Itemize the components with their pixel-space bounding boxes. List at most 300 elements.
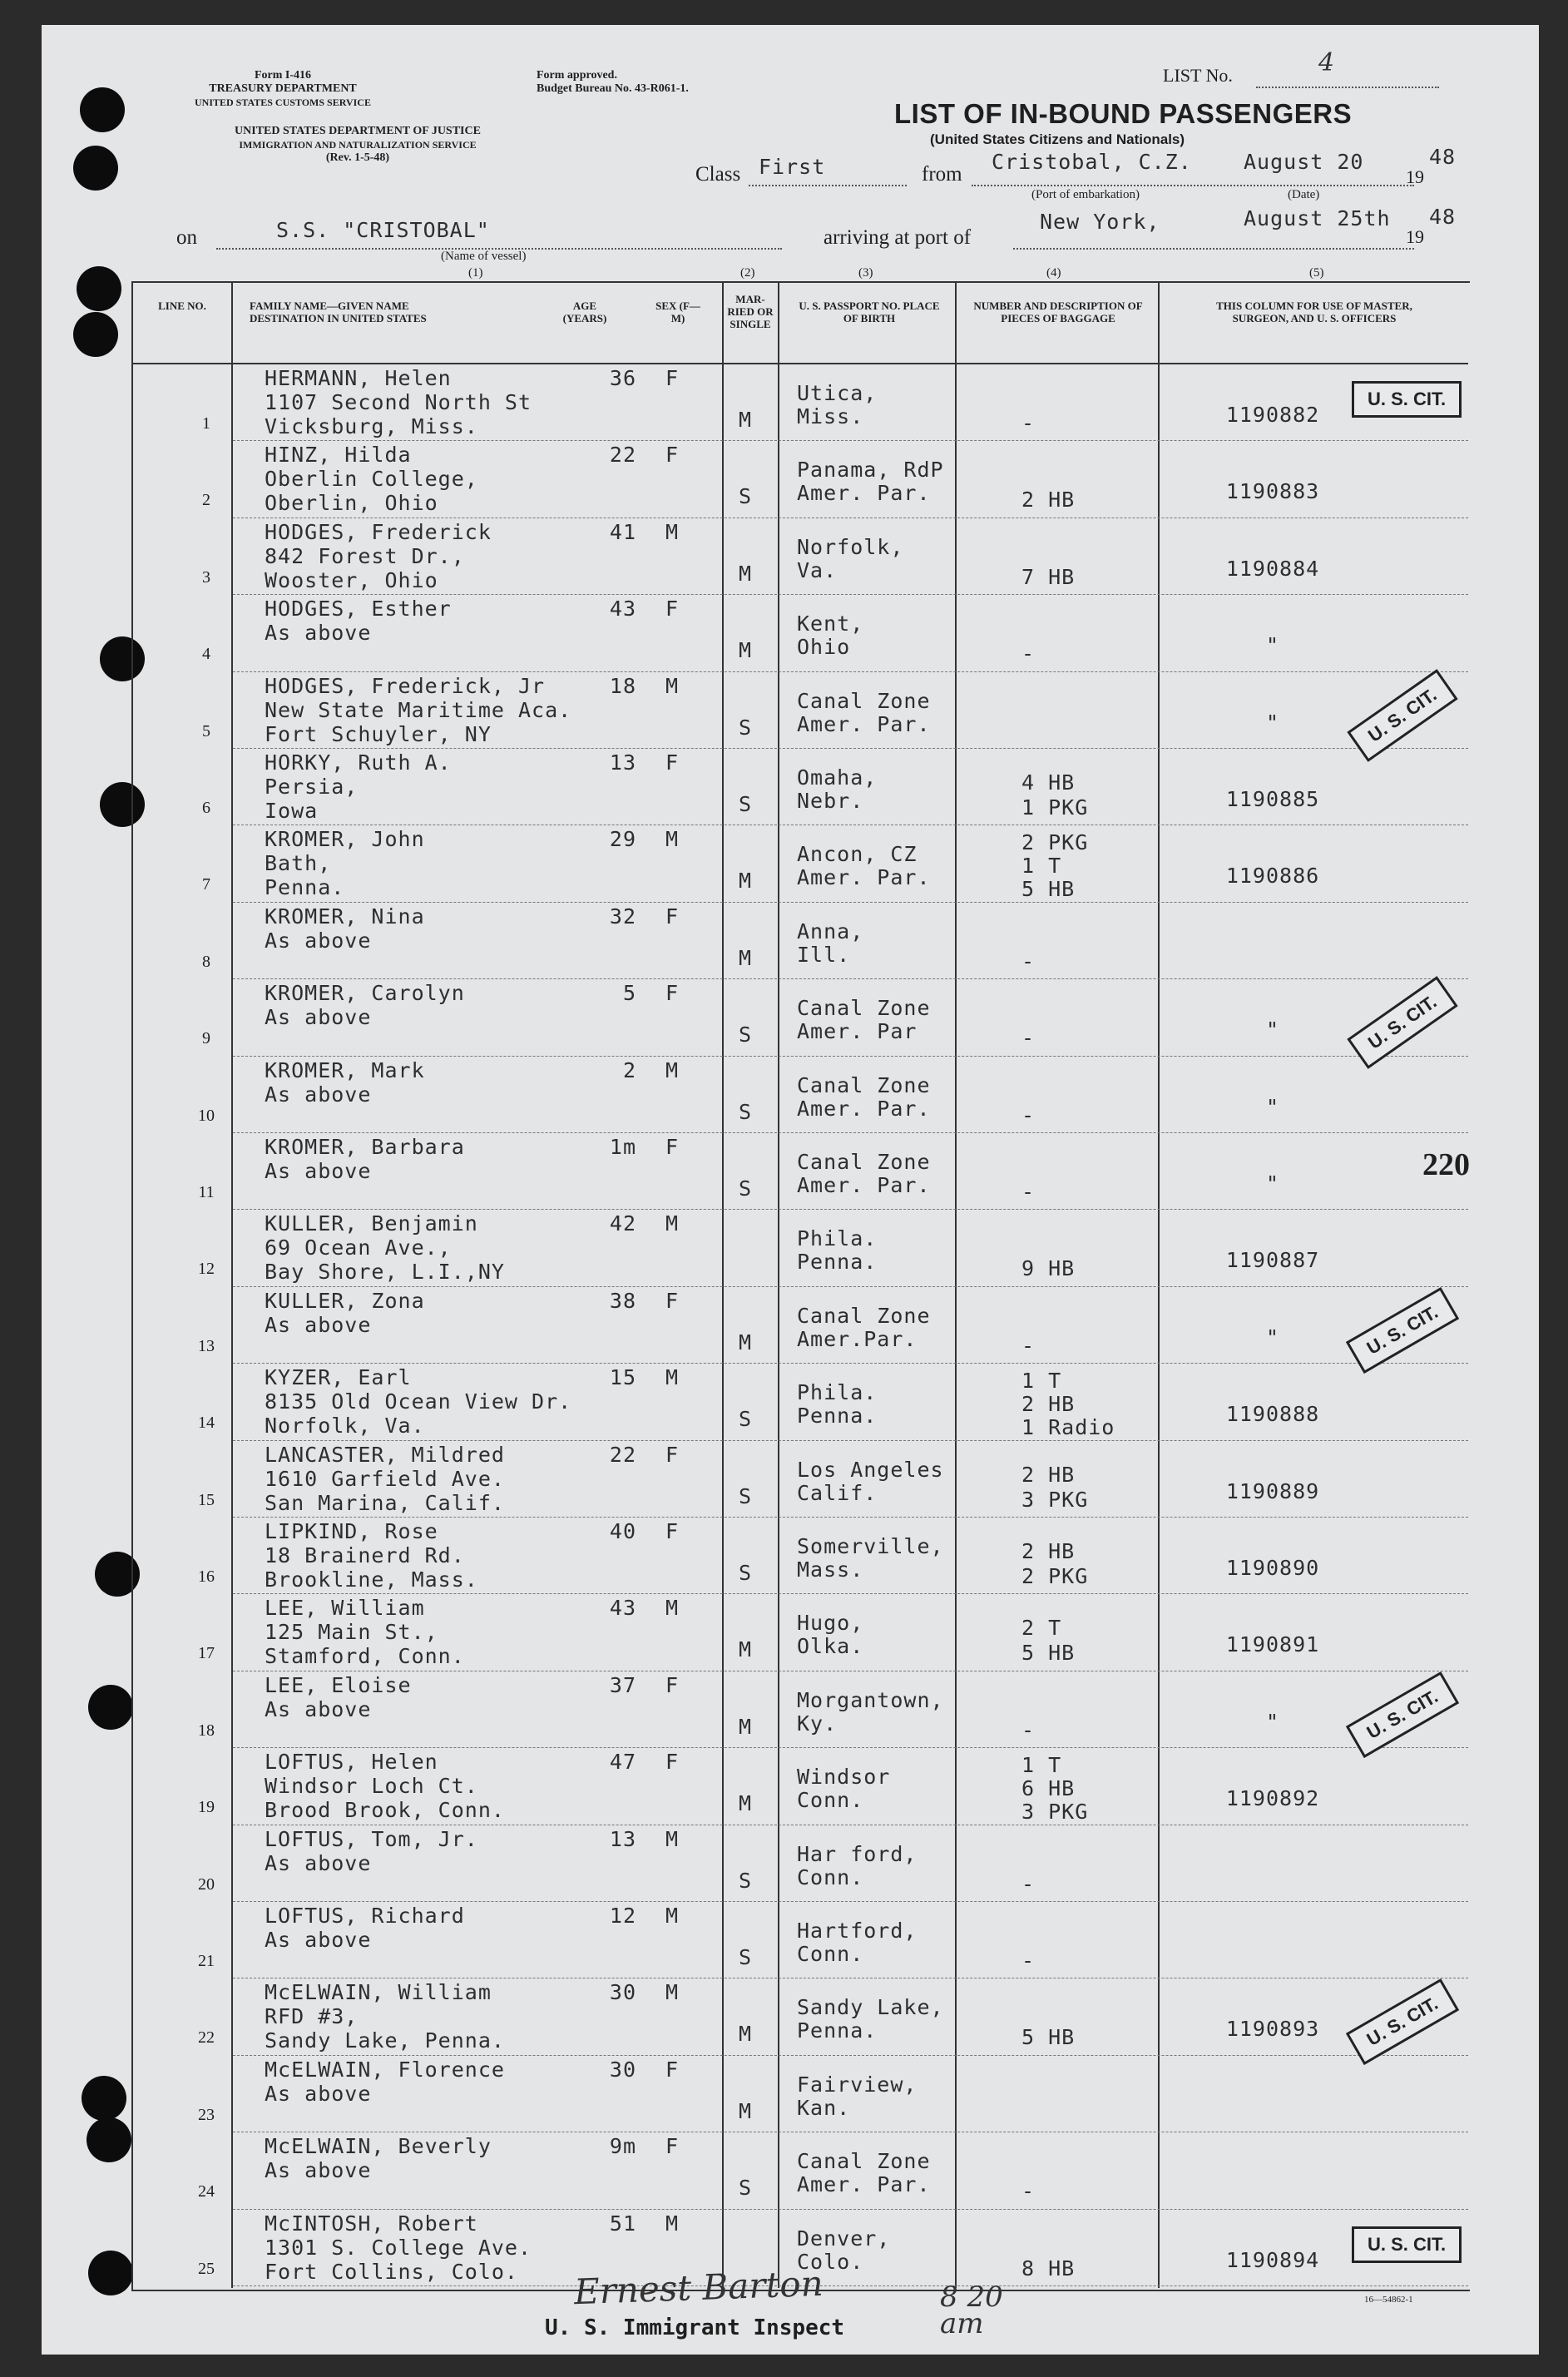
passenger-age: 22 xyxy=(609,1442,636,1467)
row-line-number: 14 xyxy=(198,1414,215,1433)
official-number: 1190893 xyxy=(1225,2017,1320,2042)
passenger-sex: F xyxy=(665,597,680,621)
birthplace-line1: Norfolk, xyxy=(797,534,904,559)
baggage-item: - xyxy=(1021,1026,1036,1051)
official-number: 1190882 xyxy=(1225,403,1320,427)
passenger-name: KROMER, John xyxy=(265,827,425,852)
marital-status: S xyxy=(739,1023,753,1047)
baggage-item: 7 HB xyxy=(1021,564,1076,589)
baggage-item: 2 T xyxy=(1021,1616,1062,1641)
passenger-name: LANCASTER, Mildred xyxy=(265,1442,505,1467)
birthplace-line1: Canal Zone xyxy=(797,1303,931,1328)
passenger-name: KROMER, Carolyn xyxy=(265,981,465,1006)
passenger-address1: 8135 Old Ocean View Dr. xyxy=(265,1389,572,1414)
row-line-number: 10 xyxy=(198,1106,215,1125)
passenger-sex: F xyxy=(665,750,680,775)
birthplace-line2: Calif. xyxy=(797,1480,878,1505)
passenger-address1: 125 Main St., xyxy=(265,1620,438,1645)
us-citizen-stamp: U. S. CIT. xyxy=(1347,976,1457,1069)
header-passport: U. S. PASSPORT NO. PLACE OF BIRTH xyxy=(799,300,940,324)
passenger-sex: M xyxy=(665,673,680,698)
passenger-name: KULLER, Benjamin xyxy=(265,1211,478,1236)
birthplace-line1: Los Angeles xyxy=(797,1457,944,1482)
class-value: First xyxy=(759,155,826,179)
baggage-item: 3 PKG xyxy=(1021,1800,1089,1825)
row-line-number: 11 xyxy=(198,1183,215,1201)
birthplace-line1: Phila. xyxy=(797,1380,878,1405)
passenger-sex: M xyxy=(665,827,680,852)
birthplace-line2: Amer. Par xyxy=(797,1019,918,1044)
official-number: 1190883 xyxy=(1225,479,1320,504)
col-num-2: (2) xyxy=(740,266,755,280)
row-separator xyxy=(233,2285,1468,2286)
punch-hole xyxy=(73,146,118,191)
arrival-line xyxy=(1013,248,1414,250)
passenger-address1: 1301 S. College Ave. xyxy=(265,2235,532,2260)
passenger-name: McELWAIN, Florence xyxy=(265,2057,505,2082)
passenger-address1: 1610 Garfield Ave. xyxy=(265,1466,505,1491)
baggage-item: 2 PKG xyxy=(1021,1564,1089,1588)
marital-status: M xyxy=(739,2022,753,2047)
passenger-age: 2 xyxy=(622,1057,636,1082)
row-line-number: 13 xyxy=(198,1336,215,1355)
row-separator xyxy=(233,671,1468,672)
passenger-address1: 18 Brainerd Rd. xyxy=(265,1543,465,1567)
birthplace-line2: Olka. xyxy=(797,1634,864,1659)
passenger-name: LOFTUS, Helen xyxy=(265,1750,438,1775)
official-number: 1190885 xyxy=(1225,787,1320,811)
marital-status: S xyxy=(739,715,753,740)
birthplace-line2: Ohio xyxy=(797,635,851,660)
passenger-age: 42 xyxy=(609,1211,636,1236)
birthplace-line1: Windsor xyxy=(797,1765,891,1790)
row-line-number: 17 xyxy=(198,1644,215,1663)
us-citizen-stamp: U. S. CIT. xyxy=(1352,2226,1462,2263)
row-line-number: 8 xyxy=(202,952,210,971)
passenger-name: HODGES, Esther xyxy=(265,597,452,621)
passenger-name: KROMER, Nina xyxy=(265,904,425,929)
passenger-name: HINZ, Hilda xyxy=(265,443,412,468)
col-num-3: (3) xyxy=(858,266,873,280)
passenger-name: McELWAIN, Beverly xyxy=(265,2134,492,2159)
passenger-address1: Oberlin College, xyxy=(265,467,478,492)
row-line-number: 7 xyxy=(202,875,210,894)
official-number: " xyxy=(1265,1018,1280,1042)
birthplace-line2: Nebr. xyxy=(797,789,864,813)
passenger-name: HODGES, Frederick, Jr xyxy=(265,673,546,698)
passenger-address2: Penna. xyxy=(265,875,345,900)
year2-prefix: 19 xyxy=(1406,226,1424,247)
col-divider xyxy=(778,281,779,2288)
form-approved: Form approved. xyxy=(537,69,617,82)
official-number: " xyxy=(1265,1325,1280,1349)
baggage-item: - xyxy=(1021,1949,1036,1973)
row-line-number: 20 xyxy=(198,1874,215,1894)
birthplace-line2: Conn. xyxy=(797,1788,864,1813)
baggage-item: 8 HB xyxy=(1021,2256,1076,2280)
punch-hole xyxy=(82,2076,126,2121)
birthplace-line1: Omaha, xyxy=(797,765,878,790)
page-number: 220 xyxy=(1422,1147,1470,1182)
passenger-age: 22 xyxy=(609,443,636,468)
marital-status: M xyxy=(739,1791,753,1816)
marital-status: M xyxy=(739,408,753,432)
baggage-item: 2 PKG xyxy=(1021,830,1089,855)
birthplace-line2: Ill. xyxy=(797,942,851,967)
passenger-name: KROMER, Mark xyxy=(265,1057,425,1082)
form-revision: (Rev. 1-5-48) xyxy=(325,151,390,164)
vessel-caption: (Name of vessel) xyxy=(441,250,527,263)
row-line-number: 12 xyxy=(198,1260,215,1279)
passenger-sex: F xyxy=(665,1442,680,1467)
row-separator xyxy=(233,1517,1468,1518)
form-subtitle: (United States Citizens and Nationals) xyxy=(930,131,1185,147)
passenger-address1: As above xyxy=(265,621,372,646)
punch-hole xyxy=(88,2251,133,2295)
birthplace-line1: Sandy Lake, xyxy=(797,1995,944,2020)
row-separator xyxy=(233,748,1468,749)
baggage-item: 9 HB xyxy=(1021,1256,1076,1281)
us-citizen-stamp: U. S. CIT. xyxy=(1346,1978,1459,2065)
marital-status: S xyxy=(739,484,753,509)
marital-status: S xyxy=(739,1945,753,1969)
birthplace-line1: Denver, xyxy=(797,2226,891,2251)
birthplace-line2: Penna. xyxy=(797,1250,878,1275)
row-separator xyxy=(233,440,1468,441)
passenger-sex: F xyxy=(665,2057,680,2082)
passenger-address1: As above xyxy=(265,2081,372,2106)
birthplace-line2: Conn. xyxy=(797,1942,864,1966)
passenger-age: 40 xyxy=(609,1519,636,1543)
row-line-number: 23 xyxy=(198,2105,215,2124)
inspector-signature: Ernest Barton xyxy=(573,2262,824,2313)
marital-status: M xyxy=(739,2098,753,2123)
passenger-address2: Wooster, Ohio xyxy=(265,567,438,592)
passenger-sex: F xyxy=(665,2134,680,2159)
official-number: " xyxy=(1265,1094,1280,1119)
passenger-address1: Persia, xyxy=(265,775,359,799)
row-line-number: 3 xyxy=(202,567,210,587)
birthplace-line1: Anna, xyxy=(797,919,864,943)
birthplace-line2: Amer. Par. xyxy=(797,2172,931,2197)
us-citizen-stamp: U. S. CIT. xyxy=(1352,381,1462,418)
header-baggage: NUMBER AND DESCRIPTION OF PIECES OF BAGGAGE xyxy=(973,300,1143,324)
row-separator xyxy=(233,2209,1468,2210)
baggage-item: 5 HB xyxy=(1021,2025,1076,2050)
dept-justice: UNITED STATES DEPARTMENT OF JUSTICE xyxy=(235,125,481,137)
passenger-age: 43 xyxy=(609,597,636,621)
baggage-item: - xyxy=(1021,1180,1036,1204)
passenger-name: HERMANN, Helen xyxy=(265,366,452,390)
baggage-item: 1 Radio xyxy=(1021,1415,1115,1440)
passenger-sex: M xyxy=(665,1904,680,1928)
official-number: 1190884 xyxy=(1225,556,1320,581)
punch-hole xyxy=(87,2117,131,2162)
marital-status: M xyxy=(739,638,753,663)
official-number: " xyxy=(1265,1709,1280,1734)
dept-treasury: TREASURY DEPARTMENT xyxy=(209,82,357,95)
birthplace-line1: Phila. xyxy=(797,1226,878,1251)
official-number: " xyxy=(1265,710,1280,735)
form-number: Form I-416 xyxy=(254,69,312,82)
passenger-address2: Brood Brook, Conn. xyxy=(265,1798,505,1823)
from-port-value: Cristobal, C.Z. xyxy=(992,150,1192,174)
dept-immigration: IMMIGRATION AND NATURALIZATION SERVICE xyxy=(239,139,477,151)
table-header-divider xyxy=(131,363,1468,364)
official-number: " xyxy=(1265,1171,1280,1196)
punch-hole xyxy=(80,87,125,132)
passenger-address1: Windsor Loch Ct. xyxy=(265,1774,478,1799)
class-line xyxy=(749,185,907,186)
header-name: FAMILY NAME—GIVEN NAME DESTINATION IN UNITED STATES xyxy=(250,300,427,324)
marital-status: S xyxy=(739,1099,753,1124)
birthplace-line1: Somerville, xyxy=(797,1534,944,1558)
marital-status: M xyxy=(739,945,753,970)
header-officers: THIS COLUMN FOR USE OF MASTER, SURGEON, AND U. S. OFFICERS xyxy=(1216,300,1412,324)
list-no-line xyxy=(1256,87,1439,88)
on-label: on xyxy=(176,226,197,249)
passenger-age: 5 xyxy=(622,981,636,1006)
passenger-address2: Vicksburg, Miss. xyxy=(265,414,478,438)
passenger-name: KULLER, Zona xyxy=(265,1288,425,1313)
baggage-item: - xyxy=(1021,411,1036,435)
dept-customs: UNITED STATES CUSTOMS SERVICE xyxy=(195,97,371,108)
row-line-number: 1 xyxy=(202,414,210,433)
birthplace-line1: Har ford, xyxy=(797,1841,918,1866)
row-separator xyxy=(233,517,1468,518)
passenger-address1: As above xyxy=(265,1928,372,1952)
baggage-item: 3 PKG xyxy=(1021,1487,1089,1512)
baggage-item: 5 HB xyxy=(1021,877,1076,902)
birthplace-line1: Canal Zone xyxy=(797,1150,931,1174)
row-line-number: 21 xyxy=(198,1952,215,1970)
passenger-age: 37 xyxy=(609,1672,636,1697)
passenger-address1: As above xyxy=(265,1312,372,1337)
budget-bureau: Budget Bureau No. 43-R061-1. xyxy=(537,82,689,95)
row-line-number: 15 xyxy=(198,1490,215,1509)
form-title: LIST OF IN-BOUND PASSENGERS xyxy=(894,98,1353,129)
birthplace-line1: Canal Zone xyxy=(797,688,931,713)
birthplace-line2: Colo. xyxy=(797,2249,864,2274)
official-number: 1190889 xyxy=(1225,1478,1320,1503)
baggage-item: 1 T xyxy=(1021,1753,1062,1778)
baggage-item: 6 HB xyxy=(1021,1776,1076,1801)
header-married: MAR-RIED OR SINGLE xyxy=(727,293,774,330)
birthplace-line2: Conn. xyxy=(797,1864,864,1889)
marital-status: S xyxy=(739,1561,753,1585)
us-citizen-stamp: U. S. CIT. xyxy=(1346,1287,1459,1374)
baggage-item: - xyxy=(1021,1871,1036,1896)
marital-status: M xyxy=(739,869,753,894)
date-caption: (Date) xyxy=(1288,188,1320,201)
passenger-age: 13 xyxy=(609,750,636,775)
marital-status: M xyxy=(739,1637,753,1662)
passenger-sex: F xyxy=(665,904,680,929)
birthplace-line2: Kan. xyxy=(797,2095,851,2120)
from-date-value: August 20 xyxy=(1244,150,1364,174)
passenger-address2: Oberlin, Ohio xyxy=(265,491,438,516)
passenger-sex: M xyxy=(665,1826,680,1851)
birthplace-line2: Penna. xyxy=(797,1404,878,1429)
year1-value: 48 xyxy=(1429,145,1457,169)
vessel-value: S.S. "CRISTOBAL" xyxy=(276,218,490,242)
row-line-number: 24 xyxy=(198,2182,215,2201)
baggage-item: 1 T xyxy=(1021,1369,1062,1394)
passenger-address1: As above xyxy=(265,1005,372,1030)
row-separator xyxy=(233,594,1468,595)
list-no-value: 4 xyxy=(1318,48,1335,77)
baggage-item: - xyxy=(1021,641,1036,666)
baggage-item: 2 HB xyxy=(1021,488,1076,513)
marital-status: M xyxy=(739,1330,753,1354)
marital-status: M xyxy=(739,561,753,586)
baggage-item: - xyxy=(1021,1102,1036,1127)
passenger-age: 12 xyxy=(609,1904,636,1928)
list-no-label: LIST No. xyxy=(1163,65,1233,86)
passenger-sex: M xyxy=(665,1057,680,1082)
passenger-sex: F xyxy=(665,1672,680,1697)
birthplace-line2: Penna. xyxy=(797,2018,878,2043)
passenger-name: HORKY, Ruth A. xyxy=(265,750,452,775)
marital-status: S xyxy=(739,1483,753,1508)
col-divider xyxy=(1158,281,1160,2288)
birthplace-line1: Panama, RdP xyxy=(797,458,944,483)
row-line-number: 2 xyxy=(202,491,210,510)
birthplace-line2: Amer. Par. xyxy=(797,865,931,890)
passenger-address1: RFD #3, xyxy=(265,2004,359,2029)
form-header-left xyxy=(175,69,391,109)
passenger-name: LOFTUS, Tom, Jr. xyxy=(265,1826,478,1851)
passenger-address1: 69 Ocean Ave., xyxy=(265,1236,452,1260)
col-num-4: (4) xyxy=(1046,266,1061,280)
birthplace-line1: Canal Zone xyxy=(797,996,931,1021)
passenger-address1: As above xyxy=(265,1850,372,1875)
marital-status: S xyxy=(739,792,753,816)
row-separator xyxy=(233,1593,1468,1594)
passenger-sex: M xyxy=(665,1596,680,1621)
row-line-number: 6 xyxy=(202,799,210,817)
row-line-number: 16 xyxy=(198,1567,215,1586)
passenger-address1: 842 Forest Dr., xyxy=(265,543,465,568)
year1-prefix: 19 xyxy=(1406,166,1424,187)
row-separator xyxy=(233,1132,1468,1133)
passenger-age: 47 xyxy=(609,1750,636,1775)
official-number: 1190892 xyxy=(1225,1786,1320,1811)
row-line-number: 4 xyxy=(202,645,210,664)
passenger-age: 18 xyxy=(609,673,636,698)
passenger-sex: M xyxy=(665,1211,680,1236)
passenger-address2: Fort Collins, Colo. xyxy=(265,2259,518,2284)
passenger-age: 29 xyxy=(609,827,636,852)
baggage-item: 4 HB xyxy=(1021,770,1076,795)
passenger-sex: M xyxy=(665,519,680,544)
passenger-sex: F xyxy=(665,981,680,1006)
passenger-age: 9m xyxy=(609,2134,636,2159)
passenger-name: LEE, Eloise xyxy=(265,1672,412,1697)
passenger-age: 38 xyxy=(609,1288,636,1313)
passenger-address1: As above xyxy=(265,928,372,953)
passenger-address2: San Marina, Calif. xyxy=(265,1490,505,1515)
passenger-name: McINTOSH, Robert xyxy=(265,2211,478,2236)
baggage-item: 1 PKG xyxy=(1021,795,1089,820)
passenger-sex: F xyxy=(665,1288,680,1313)
row-line-number: 18 xyxy=(198,1721,215,1740)
birthplace-line1: Ancon, CZ xyxy=(797,842,918,867)
birthplace-line2: Ky. xyxy=(797,1711,838,1736)
baggage-item: 2 HB xyxy=(1021,1462,1076,1487)
passenger-name: LOFTUS, Richard xyxy=(265,1904,465,1928)
passenger-sex: M xyxy=(665,1980,680,2005)
birthplace-line2: Va. xyxy=(797,557,838,582)
birthplace-line2: Amer. Par. xyxy=(797,1173,931,1197)
row-line-number: 9 xyxy=(202,1029,210,1048)
marital-status: S xyxy=(739,1868,753,1893)
year2-value: 48 xyxy=(1429,205,1457,229)
marital-status: S xyxy=(739,2176,753,2201)
us-citizen-stamp: U. S. CIT. xyxy=(1346,1671,1459,1758)
row-separator xyxy=(233,1747,1468,1748)
passenger-address2: Norfolk, Va. xyxy=(265,1414,425,1439)
birthplace-line2: Mass. xyxy=(797,1557,864,1582)
row-separator xyxy=(233,1901,1468,1902)
birthplace-line1: Hartford, xyxy=(797,1919,918,1943)
marital-status: M xyxy=(739,1714,753,1739)
passenger-name: LIPKIND, Rose xyxy=(265,1519,438,1543)
row-line-number: 5 xyxy=(202,721,210,740)
row-separator xyxy=(233,1363,1468,1364)
passenger-address2: Sandy Lake, Penna. xyxy=(265,2028,505,2053)
passenger-age: 15 xyxy=(609,1365,636,1390)
arriving-label: arriving at port of xyxy=(824,226,972,249)
passenger-age: 41 xyxy=(609,519,636,544)
birthplace-line1: Canal Zone xyxy=(797,1072,931,1097)
official-number: 1190887 xyxy=(1225,1248,1320,1273)
footer-code: 16—54862-1 xyxy=(1364,2295,1413,2305)
birthplace-line1: Utica, xyxy=(797,381,878,405)
baggage-item: - xyxy=(1021,1717,1036,1742)
birthplace-line1: Fairview, xyxy=(797,2072,918,2097)
passenger-sex: M xyxy=(665,2211,680,2236)
col-divider xyxy=(231,281,233,2288)
inspector-stamp: U. S. Immigrant Inspect xyxy=(545,2315,845,2340)
row-separator xyxy=(233,2055,1468,2056)
passenger-address1: 1107 Second North St xyxy=(265,390,532,414)
passenger-age: 30 xyxy=(609,2057,636,2082)
row-line-number: 19 xyxy=(198,1798,215,1817)
col-num-1: (1) xyxy=(468,266,483,280)
passenger-sex: F xyxy=(665,366,680,390)
birthplace-line2: Miss. xyxy=(797,404,864,428)
punch-hole xyxy=(73,312,118,357)
row-separator xyxy=(233,1056,1468,1057)
header-sex: SEX (F—M) xyxy=(655,300,700,324)
passenger-address1: As above xyxy=(265,2158,372,2183)
official-number: 1190888 xyxy=(1225,1402,1320,1427)
arrival-date-value: August 25th xyxy=(1244,206,1391,230)
header-line-no: LINE NO. xyxy=(158,300,206,312)
passenger-sex: F xyxy=(665,1135,680,1159)
passenger-sex: F xyxy=(665,1519,680,1543)
baggage-item: - xyxy=(1021,1333,1036,1358)
punch-hole xyxy=(88,1685,133,1730)
form-approval xyxy=(537,69,769,96)
from-label: from xyxy=(922,163,962,186)
passenger-age: 36 xyxy=(609,366,636,390)
official-number: 1190886 xyxy=(1225,864,1320,889)
time-note: 8 20 am xyxy=(940,2280,1003,2340)
row-separator xyxy=(233,1440,1468,1441)
baggage-item: 2 HB xyxy=(1021,1539,1076,1563)
